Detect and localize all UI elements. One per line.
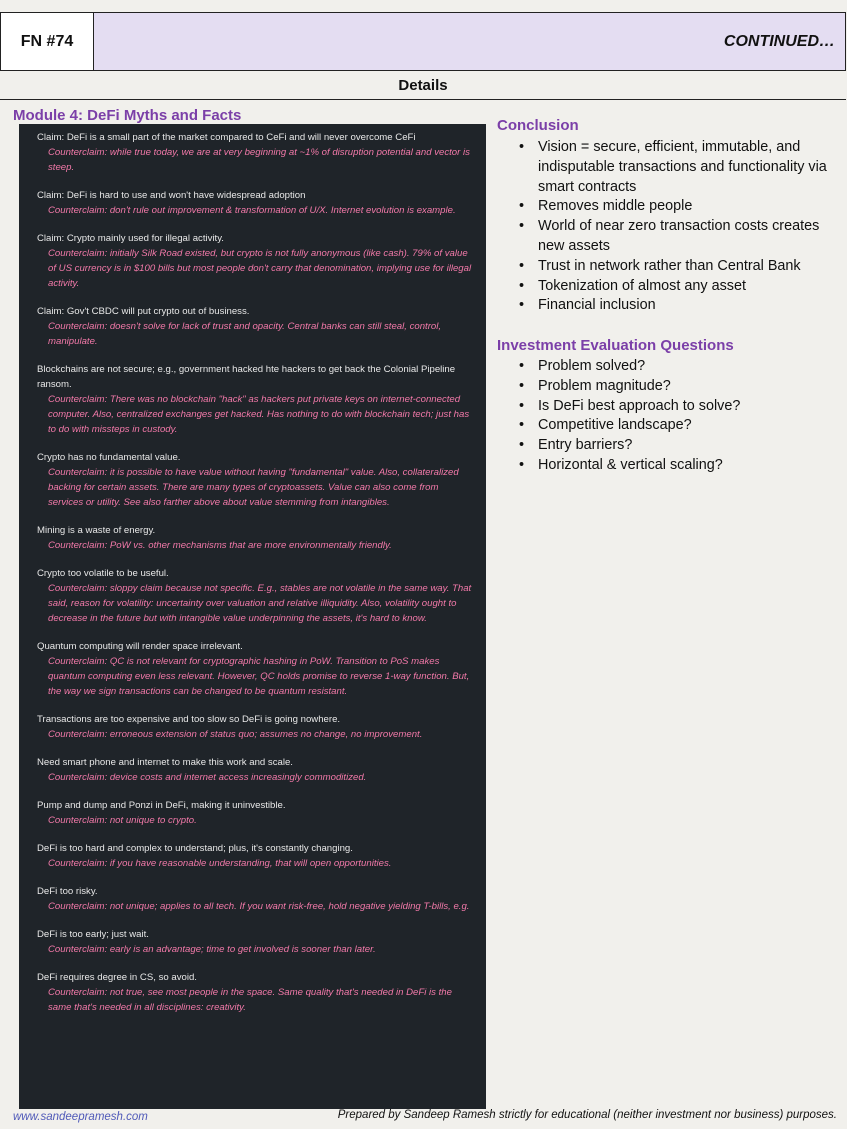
counterclaim-text: Counterclaim: don't rule out improvement & transformation of U/X. Internet evolution is example. xyxy=(48,205,456,216)
claim-text: Blockchains are not secure; e.g., government hacked hte hackers to get back the Colonial Pipeline ransom. xyxy=(37,364,456,390)
details-heading: Details xyxy=(0,71,846,100)
evaluation-question: • Competitive landscape? xyxy=(516,416,836,436)
claim-item xyxy=(37,523,472,553)
claim-text: DeFi requires degree in CS, so avoid. xyxy=(37,972,197,983)
claim-item xyxy=(37,755,472,785)
claim-item xyxy=(37,231,472,291)
conclusion-item: • Trust in network rather than Central Bank xyxy=(516,257,836,277)
counterclaim-text: Counterclaim: it is possible to have value without having "fundamental" value. Also, collateralized backing for certain assets. There are many types of cryptoassets. Value can also come from services or utility. See also farther above about value stemming from intangibles. xyxy=(48,467,459,508)
counterclaim-text: Counterclaim: erroneous extension of status quo; assumes no change, no improvement. xyxy=(48,729,423,740)
counterclaim-text: Counterclaim: device costs and internet access increasingly commoditized. xyxy=(48,772,367,783)
conclusion-heading: Conclusion xyxy=(497,117,579,134)
claim-item xyxy=(37,841,472,871)
counterclaim-text: Counterclaim: sloppy claim because not specific. E.g., stables are not volatile in the same way. That said, reason for volatility: uncertainty over valuation and relative illiquidity. Also, volatility ought to decrease in the future but with intangible value underpinning the assets, it's hard to know. xyxy=(48,583,472,624)
claim-text: Claim: Crypto mainly used for illegal activity. xyxy=(37,233,224,244)
claim-item xyxy=(37,639,472,699)
claim-text: Claim: DeFi is a small part of the market compared to CeFi and will never overcome CeFi xyxy=(37,132,416,143)
counterclaim-text: Counterclaim: QC is not relevant for cryptographic hashing in PoW. Transition to PoS makes quantum computing even less relevant. However, QC holds promise to reverse 1-way function. But, the way we sign transactions can be changed to be quantum resistant. xyxy=(48,656,470,697)
claim-text: DeFi too risky. xyxy=(37,886,98,897)
claim-item xyxy=(37,798,472,828)
claim-item xyxy=(37,712,472,742)
claim-item xyxy=(37,566,472,626)
conclusion-item: • Removes middle people xyxy=(516,197,836,217)
counterclaim-text: Counterclaim: while true today, we are at very beginning at ~1% of disruption potential and vector is steep. xyxy=(48,147,470,173)
claims-panel xyxy=(19,124,486,1109)
claim-item xyxy=(37,130,472,175)
conclusion-list xyxy=(516,138,836,316)
note-number: FN #74 xyxy=(1,13,94,70)
claim-text: DeFi is too hard and complex to understand; plus, it's constantly changing. xyxy=(37,843,353,854)
claim-text: Transactions are too expensive and too slow so DeFi is going nowhere. xyxy=(37,714,341,725)
claim-text: Claim: Gov't CBDC will put crypto out of business. xyxy=(37,306,250,317)
evaluation-heading: Investment Evaluation Questions xyxy=(497,337,734,354)
claim-item xyxy=(37,884,472,914)
counterclaim-text: Counterclaim: doesn't solve for lack of trust and opacity. Central banks can still steal, control, manipulate. xyxy=(48,321,442,347)
counterclaim-text: Counterclaim: not unique to crypto. xyxy=(48,815,197,826)
claim-item xyxy=(37,188,472,218)
counterclaim-text: Counterclaim: initially Silk Road existed, but crypto is not fully anonymous (like cash). 79% of value of US currency is in $100 bills but most people don't carry that denomination, implying use for illegal activity. xyxy=(48,248,472,289)
evaluation-question: • Is DeFi best approach to solve? xyxy=(516,397,836,417)
website-link[interactable]: www.sandeepramesh.com xyxy=(13,1111,148,1123)
conclusion-item: • World of near zero transaction costs creates new assets xyxy=(516,217,836,257)
counterclaim-text: Counterclaim: if you have reasonable understanding, that will open opportunities. xyxy=(48,858,392,869)
claim-text: Need smart phone and internet to make this work and scale. xyxy=(37,757,293,768)
claim-text: Crypto has no fundamental value. xyxy=(37,452,181,463)
continued-label: CONTINUED… xyxy=(723,32,835,50)
claim-text: Mining is a waste of energy. xyxy=(37,525,156,536)
conclusion-item: • Tokenization of almost any asset xyxy=(516,277,836,297)
claim-text: Pump and dump and Ponzi in DeFi, making it uninvestible. xyxy=(37,800,286,811)
counterclaim-text: Counterclaim: not unique; applies to all tech. If you want risk-free, hold negative yielding T-bills, e.g. xyxy=(48,901,470,912)
claim-item xyxy=(37,927,472,957)
evaluation-question: • Problem magnitude? xyxy=(516,377,836,397)
claim-text: DeFi is too early; just wait. xyxy=(37,929,149,940)
counterclaim-text: Counterclaim: not true, see most people in the space. Same quality that's needed in DeFi is the same that's needed in all disciplines: creativity. xyxy=(48,987,452,1013)
page-header xyxy=(0,12,846,71)
counterclaim-text: Counterclaim: early is an advantage; time to get involved is sooner than later. xyxy=(48,944,376,955)
evaluation-question: • Problem solved? xyxy=(516,357,836,377)
evaluation-question: • Horizontal & vertical scaling? xyxy=(516,456,836,476)
claim-text: Claim: DeFi is hard to use and won't have widespread adoption xyxy=(37,190,306,201)
claim-text: Crypto too volatile to be useful. xyxy=(37,568,169,579)
evaluation-list xyxy=(516,357,836,476)
claim-item xyxy=(37,450,472,510)
conclusion-item: • Vision = secure, efficient, immutable, and indisputable transactions and functionality via smart contracts xyxy=(516,138,836,197)
disclaimer: Prepared by Sandeep Ramesh strictly for educational (neither investment nor business) purposes. xyxy=(337,1109,837,1121)
claim-item xyxy=(37,970,472,1015)
claim-item xyxy=(37,362,472,437)
counterclaim-text: Counterclaim: PoW vs. other mechanisms that are more environmentally friendly. xyxy=(48,540,392,551)
counterclaim-text: Counterclaim: There was no blockchain "hack" as hackers put private keys on internet-connected computer. Also, centralized exchanges get hacked. Has nothing to do with blockchain tech; just has to do with missteps in custody. xyxy=(48,394,470,435)
claim-item xyxy=(37,304,472,349)
claim-text: Quantum computing will render space irrelevant. xyxy=(37,641,243,652)
module-title: Module 4: DeFi Myths and Facts xyxy=(13,107,242,124)
evaluation-question: • Entry barriers? xyxy=(516,436,836,456)
conclusion-item: • Financial inclusion xyxy=(516,296,836,316)
